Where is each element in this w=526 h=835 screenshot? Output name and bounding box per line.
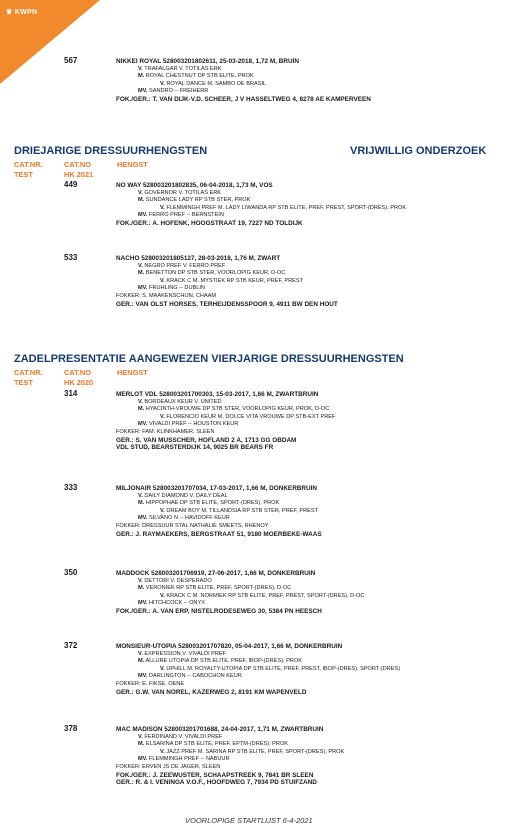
pedigree-text: SANDRO -- FREIHERR bbox=[147, 88, 209, 95]
crown-icon: ♛ bbox=[6, 9, 13, 16]
pedigree-line bbox=[116, 278, 303, 286]
horse-name-line: NIKKEI ROYAL 528003201802611, 25-03-2018, 1,72 M, BRUIN bbox=[116, 58, 299, 65]
pedigree-line: VDL STUD, BEARSTERDIJK 14, 9025 BR BEARS FR bbox=[116, 444, 274, 452]
pedigree-text: HITCHCOCK -- ONYX bbox=[147, 600, 205, 607]
pedigree-prefix: V. bbox=[160, 748, 165, 755]
pedigree-line bbox=[116, 741, 288, 749]
pedigree-prefix: V. bbox=[138, 262, 143, 269]
col-header: HK 2020 bbox=[64, 378, 94, 387]
pedigree-prefix: MV. bbox=[138, 600, 148, 607]
pedigree-prefix: MV. bbox=[138, 285, 148, 292]
col-header: TEST bbox=[14, 170, 33, 179]
col-header: HK 2021 bbox=[64, 170, 94, 179]
pedigree-prefix: M. bbox=[138, 270, 145, 277]
pedigree-line bbox=[116, 88, 208, 96]
pedigree-line: FOKKER: DRESSUUR STAL NATHALIE SMEETS, RHENOY bbox=[116, 523, 269, 529]
pedigree-line bbox=[116, 270, 285, 278]
pedigree-prefix: V. bbox=[138, 492, 143, 499]
pedigree-line: FOK./GER.: J. ZEEWUSTER, SCHAAPSTREEK 9, 7841 BR SLEEN bbox=[116, 771, 314, 779]
pedigree-text: JAZZ PREF M. SARINA RP STB ELITE, PREF, SPORT-(DRES), PROK bbox=[164, 748, 345, 755]
pedigree-prefix: MV. bbox=[138, 212, 148, 219]
pedigree-text: FLEMMINGH PREF -- NABUUR bbox=[147, 756, 230, 763]
pedigree-prefix: V. bbox=[160, 665, 165, 672]
pedigree-line bbox=[116, 756, 229, 764]
pedigree-line bbox=[116, 212, 224, 220]
pedigree-prefix: V. bbox=[138, 189, 143, 196]
entry-number: 333 bbox=[64, 483, 78, 492]
pedigree-line bbox=[116, 190, 221, 198]
kwpn-logo bbox=[6, 8, 37, 16]
pedigree-line bbox=[116, 593, 364, 601]
pedigree-line: GER.: R. & I. VENINGA V.O.F., HOOFDWEG 7, 7934 PD STUIFZAND bbox=[116, 779, 317, 787]
pedigree-text: BENETTON DP STB STER, VOORLOPIG KEUR, D-OC bbox=[144, 270, 286, 277]
pedigree-text: ELSARINA DP STB ELITE, PREF, EPTM-(DRES), PROK bbox=[144, 741, 289, 748]
pedigree-prefix: M. bbox=[138, 197, 145, 204]
pedigree-prefix: M. bbox=[138, 73, 145, 80]
section-title: DRIEJARIGE DRESSUURHENGSTEN bbox=[14, 145, 208, 157]
col-header: CAT.NR. bbox=[14, 160, 43, 169]
pedigree-text: UPHILL M. ROYALTY-UTOPIA DP STB ELITE, PREF, PREST, IBOP-(DRES), SPORT-(DRES) bbox=[164, 665, 401, 672]
pedigree-line bbox=[116, 197, 250, 205]
col-header: TEST bbox=[14, 378, 33, 387]
pedigree-text: HYACINTH-VROUWE DP STB STER, VOORLOPIG KEUR, PROK, D-OC bbox=[144, 406, 330, 413]
pedigree-line bbox=[116, 508, 318, 516]
pedigree-text: TRAFALGAR V. TOTILAS ERK bbox=[142, 65, 222, 72]
pedigree-line: FOK./GER.: A. HOFENK, HOOGSTRAAT 19, 7227 ND TOLDIJK bbox=[116, 220, 303, 227]
pedigree-prefix: MV. bbox=[138, 421, 148, 428]
pedigree-prefix: MV. bbox=[138, 515, 148, 522]
pedigree-line bbox=[116, 578, 212, 586]
pedigree-line bbox=[116, 673, 242, 681]
entry-number: 372 bbox=[64, 641, 78, 650]
pedigree-prefix: V. bbox=[160, 204, 165, 211]
entry-number: 314 bbox=[64, 389, 78, 398]
pedigree-text: FLORENCIO KEUR M. DOLCE VITA VROUWE DP STB-EXT PREF bbox=[164, 413, 336, 420]
horse-name-line: NACHO 528003201805127, 28-03-2018, 1,76 M, ZWART bbox=[116, 255, 281, 262]
pedigree-line bbox=[116, 81, 266, 89]
pedigree-prefix: V. bbox=[160, 277, 165, 284]
pedigree-text: ROYAL CHESTNUT DP STB ELITE, PROK bbox=[144, 73, 254, 80]
pedigree-text: FLEMMINGH PREF M. LADY LIWANDA RP STB ELITE, PREF, PREST, SPORT-(DRES), PROK bbox=[164, 204, 407, 211]
pedigree-text: FRUHLING -- DUBLIN bbox=[147, 285, 205, 292]
pedigree-text: BORDEAUX KEUR V. UNITED bbox=[142, 398, 222, 405]
pedigree-line bbox=[116, 666, 400, 674]
horse-name-line: MAC MADISON 528003201701688, 24-04-2017, 1,71 M, ZWARTBRUIN bbox=[116, 726, 324, 733]
pedigree-line bbox=[116, 734, 222, 742]
pedigree-prefix: V. bbox=[138, 398, 143, 405]
pedigree-line bbox=[116, 205, 406, 213]
pedigree-line bbox=[116, 658, 302, 666]
pedigree-line bbox=[116, 414, 335, 422]
pedigree-line bbox=[116, 651, 226, 659]
horse-name-line: MADDOCK 528003201706919, 27-06-2017, 1,66 M, DONKERBRUIN bbox=[116, 570, 316, 577]
pedigree-prefix: MV. bbox=[138, 756, 148, 763]
pedigree-line bbox=[116, 73, 254, 81]
pedigree-text: VERONIEK RP STB ELITE, PREF, SPORT-(DRES), D-OC bbox=[144, 585, 292, 592]
pedigree-line bbox=[116, 600, 205, 608]
pedigree-line bbox=[116, 421, 238, 429]
pedigree-prefix: M. bbox=[138, 741, 145, 748]
pedigree-prefix: M. bbox=[138, 500, 145, 507]
pedigree-text: DAILY DIAMOND V. DAILY DEAL bbox=[142, 492, 228, 499]
horse-name-line: NO WAY 528003201802835, 06-04-2018, 1,73 M, VOS bbox=[116, 182, 273, 189]
pedigree-text: DETTORI V. DESPERADO bbox=[142, 577, 212, 584]
section-right-title: VRIJWILLIG ONDERZOEK bbox=[350, 145, 487, 157]
entry-number: 567 bbox=[64, 56, 78, 65]
footer-text: VOORLOPIGE STARTLIJST 6-4-2021 bbox=[185, 816, 313, 825]
pedigree-text: KRACK C M. NORMIEK RP STB ELITE, PREF, PREST, SPORT-(DRES), D-OC bbox=[164, 592, 365, 599]
col-header: HENGST bbox=[117, 160, 148, 169]
pedigree-text: FERDINAND V. VIVALDI PREF bbox=[142, 733, 223, 740]
entry-number: 533 bbox=[64, 253, 78, 262]
pedigree-text: ROYAL DANCE M. SAMBO DE BRASIL bbox=[164, 80, 267, 87]
pedigree-text: SILVANO N -- HAVIDOFF KEUR bbox=[147, 515, 230, 522]
col-header: CAT.NR. bbox=[14, 368, 43, 377]
entry-number: 350 bbox=[64, 568, 78, 577]
pedigree-line: GER.: VAN OLST HORSES, TERHEIJDENSSPOOR 9, 4911 BW DEN HOUT bbox=[116, 300, 338, 308]
pedigree-line: GER.: S. VAN MUSSCHER, HOFLAND 2 A, 1713 GG OBDAM bbox=[116, 436, 297, 444]
pedigree-prefix: V. bbox=[138, 733, 143, 740]
horse-name-line: MERLOT VDL 528003201700303, 15-03-2017, 1,66 M, ZWARTBRUIN bbox=[116, 391, 319, 398]
pedigree-text: DREAM BOY M. TILLANDSIA RP STB STER, PREF, PREST bbox=[164, 507, 319, 514]
pedigree-line bbox=[116, 263, 225, 271]
pedigree-line: FOK./GER.: T. VAN DIJK-V.D. SCHEER, J V HASSELTWEG 4, 8278 AE KAMPERVEEN bbox=[116, 96, 371, 103]
pedigree-prefix: V. bbox=[160, 413, 165, 420]
pedigree-text: ALLURE UTOPIA DP STB ELITE, PREF, IBOP-(DRES), PROK bbox=[144, 658, 302, 665]
pedigree-text: DARLINGTON -- CABOCHON KEUR bbox=[147, 673, 242, 680]
pedigree-line: FOKKER: FAM. KLINKHAMER, SLEEN bbox=[116, 429, 215, 435]
pedigree-line bbox=[116, 406, 329, 414]
pedigree-line: FOK./GER.: A. VAN ERP, NISTELRODESEWEG 30, 5384 PN HEESCH bbox=[116, 608, 322, 615]
pedigree-prefix: M. bbox=[138, 585, 145, 592]
pedigree-line: FOKKER: ERVEN JS DE JAGER, SLEEN bbox=[116, 764, 221, 770]
pedigree-prefix: MV. bbox=[138, 88, 148, 95]
horse-name-line: MILJONAIR 528003201707034, 17-03-2017, 1,66 M, DONKERBRUIN bbox=[116, 485, 318, 492]
pedigree-line bbox=[116, 493, 228, 501]
pedigree-line bbox=[116, 66, 222, 74]
col-header: HENGST bbox=[117, 368, 148, 377]
entry-number: 449 bbox=[64, 180, 78, 189]
pedigree-line bbox=[116, 585, 291, 593]
logo-text: KWPN bbox=[14, 9, 38, 16]
pedigree-text: GOVERNOR V. TOTILAS ERK bbox=[142, 189, 222, 196]
pedigree-text: VIVALDI PREF -- HOUSTON KEUR bbox=[147, 421, 239, 428]
pedigree-line bbox=[116, 515, 230, 523]
pedigree-line: FOKKER: S. MAAKENSCHIJN, CHAAM bbox=[116, 293, 217, 299]
pedigree-text: KRACK C M. MYSTIEK RP STB KEUR, PREF, PREST bbox=[164, 277, 303, 284]
horse-name-line: MONSIEUR-UTOPIA 528003201707820, 05-04-2017, 1,66 M, DONKERBRUIN bbox=[116, 643, 343, 650]
col-header: CAT.NO bbox=[64, 368, 91, 377]
pedigree-prefix: M. bbox=[138, 406, 145, 413]
pedigree-line: GER.: J. RAYMAEKERS, BERGSTRAAT 51, 9180 MOERBEKE-WAAS bbox=[116, 530, 322, 538]
pedigree-text: SUNDANCE LADY RP STB STER, PROK bbox=[144, 197, 251, 204]
pedigree-line bbox=[116, 500, 279, 508]
pedigree-text: FERRO PREF -- BERNSTEIN bbox=[147, 212, 224, 219]
pedigree-prefix: V. bbox=[160, 507, 165, 514]
pedigree-line bbox=[116, 749, 344, 757]
pedigree-prefix: V. bbox=[138, 577, 143, 584]
pedigree-prefix: V. bbox=[160, 592, 165, 599]
col-header: CAT.NO bbox=[64, 160, 91, 169]
pedigree-prefix: V. bbox=[160, 80, 165, 87]
pedigree-line bbox=[116, 399, 222, 407]
pedigree-prefix: V. bbox=[138, 65, 143, 72]
pedigree-text: HIPPOPHAE DP STB ELITE, SPORT-(DRES), PROK bbox=[144, 500, 280, 507]
section-title: ZADELPRESENTATIE AANGEWEZEN VIERJARIGE DRESSUURHENGSTEN bbox=[14, 353, 404, 365]
pedigree-prefix: MV. bbox=[138, 673, 148, 680]
pedigree-prefix: M. bbox=[138, 658, 145, 665]
pedigree-line bbox=[116, 285, 205, 293]
pedigree-text: EXPRESSION V. VIVALDI PREF bbox=[142, 650, 227, 657]
entry-number: 378 bbox=[64, 724, 78, 733]
pedigree-line: FOKKER: E. FIKSE, OENE bbox=[116, 681, 185, 687]
pedigree-line: GER.: G.W. VAN NOREL, KAZERWEG 2, 8191 KM WAPENVELD bbox=[116, 688, 307, 696]
pedigree-prefix: V. bbox=[138, 650, 143, 657]
pedigree-text: NEGRO PREF V. FERRO PREF bbox=[142, 262, 226, 269]
